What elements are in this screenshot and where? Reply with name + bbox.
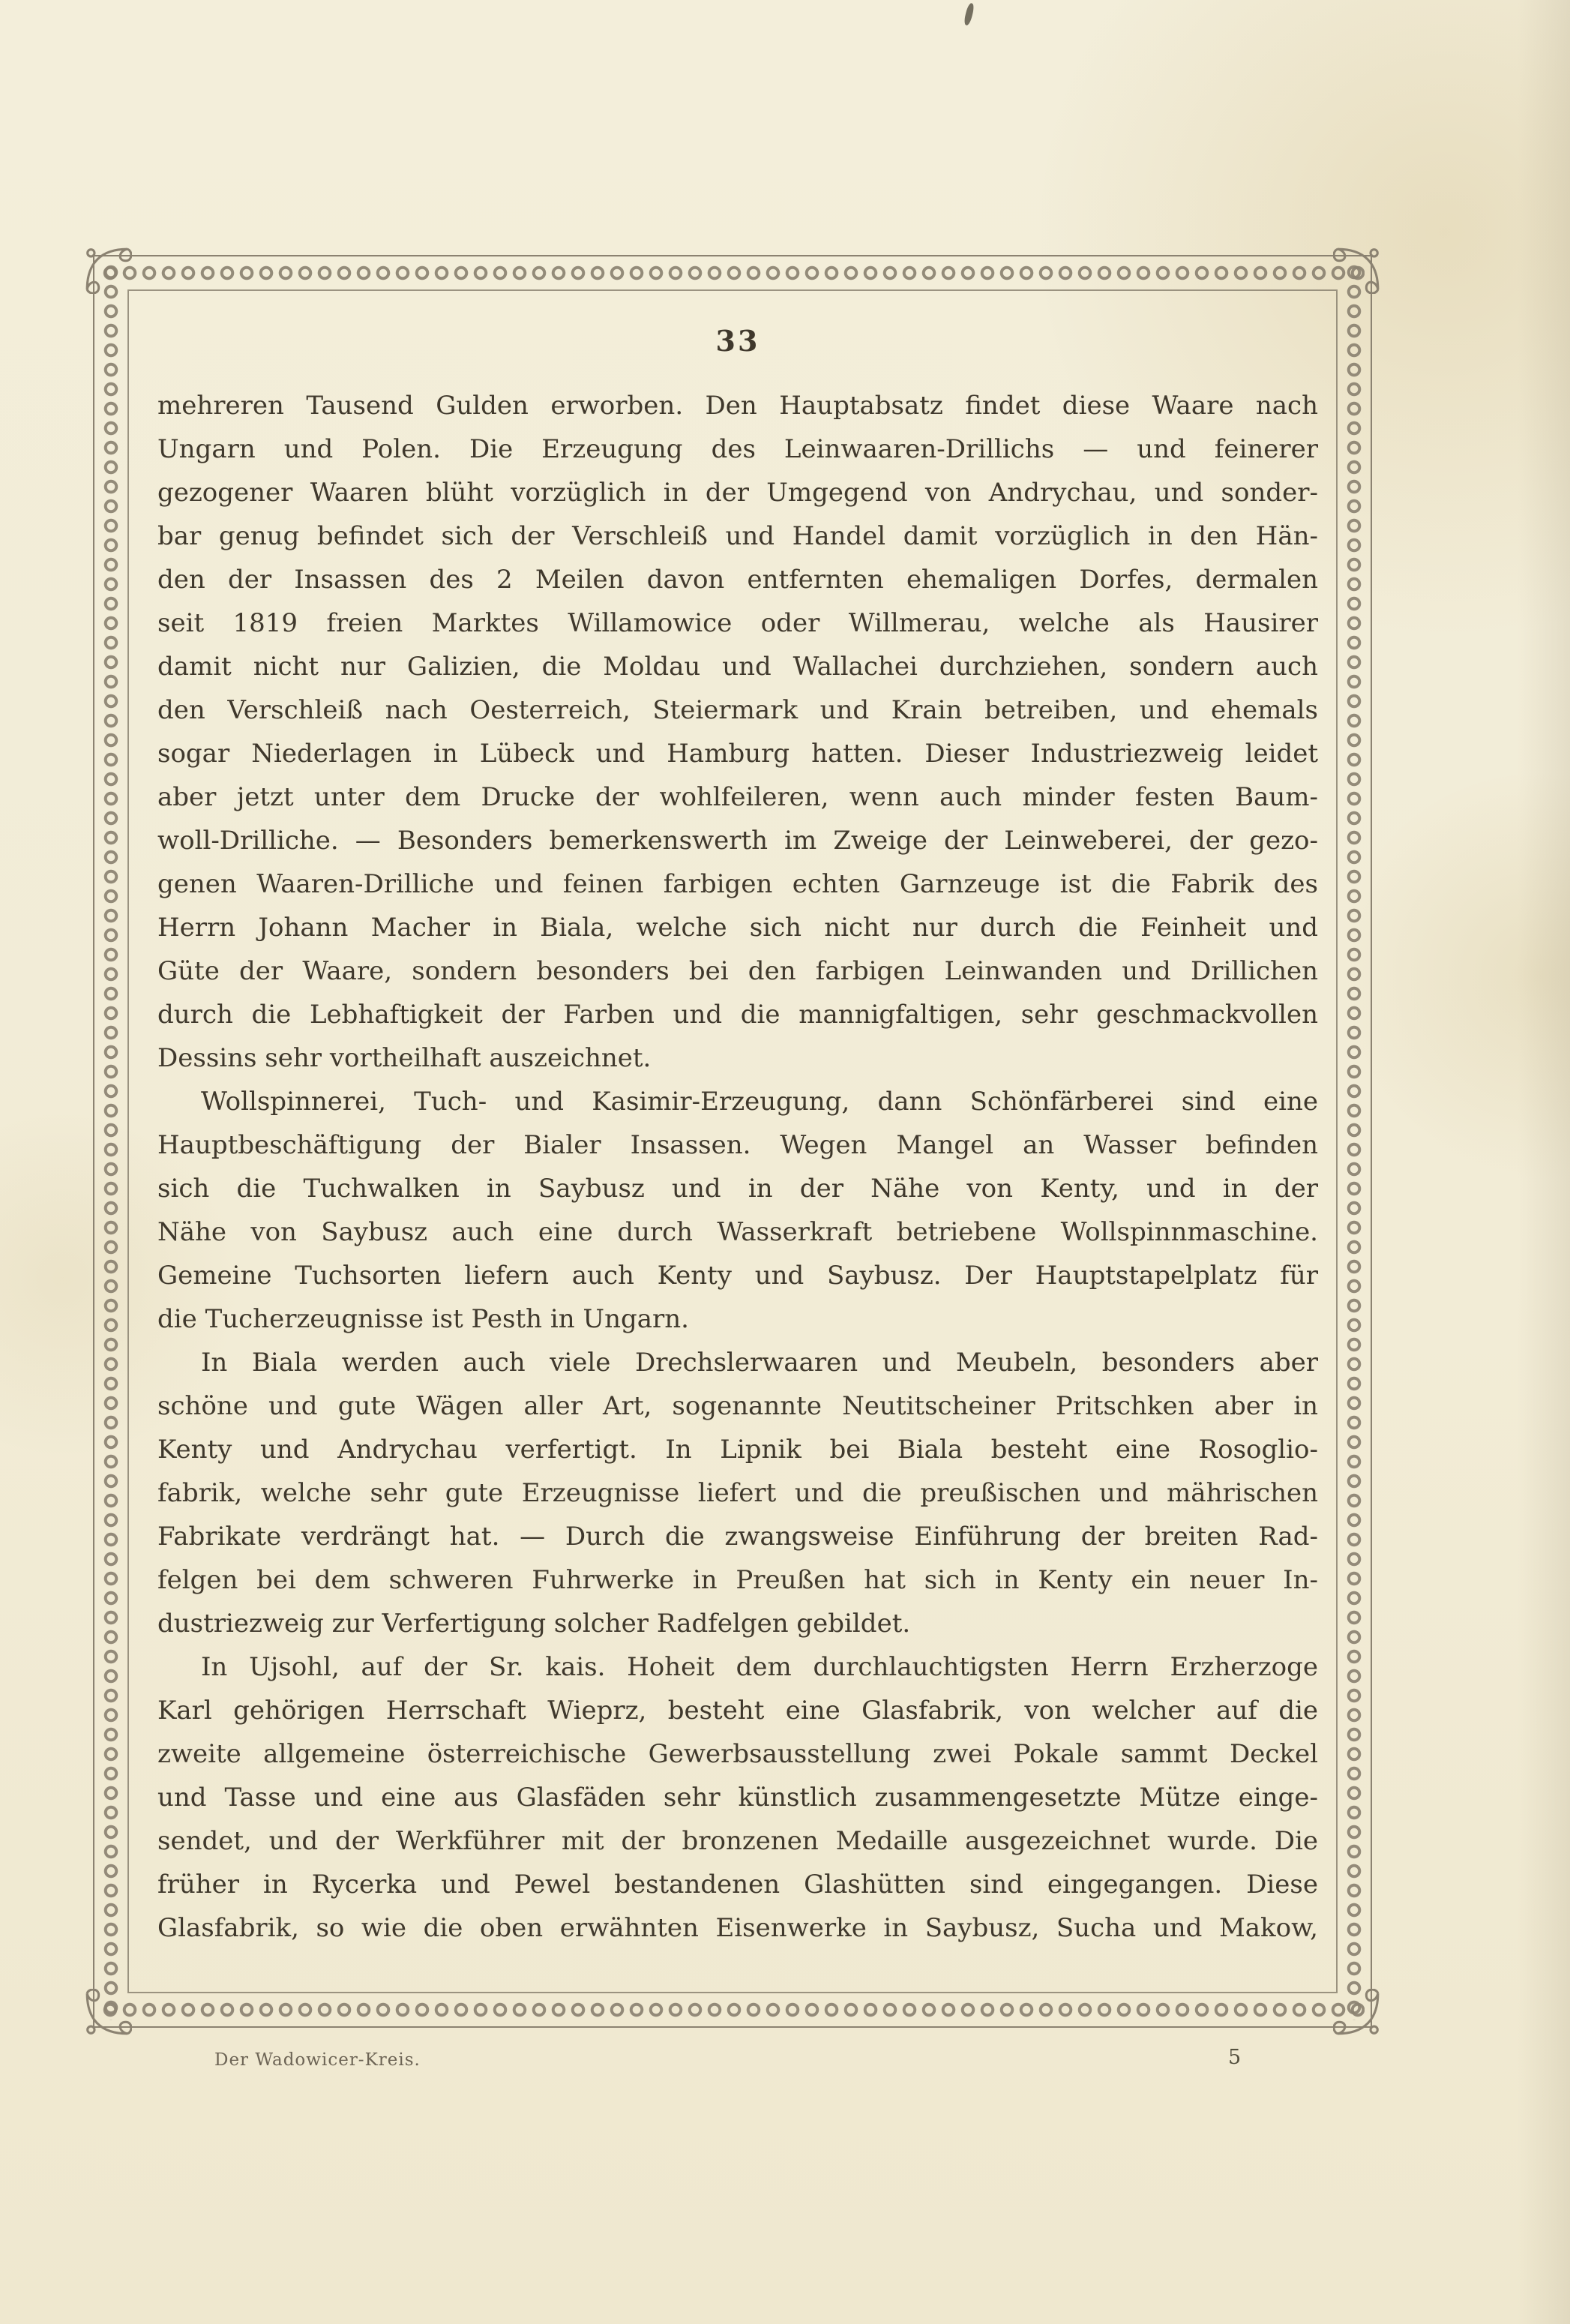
text-line: die Tucherzeugnisse ist Pesth in Ungarn. [157, 1304, 689, 1334]
text-line: sich die Tuchwalken in Saybusz und in der Nähe von Kenty, und in der [157, 1174, 1318, 1204]
text-line: Ungarn und Polen. Die Erzeugung des Leinwaaren-Drillichs — und feinerer [157, 434, 1318, 464]
text-line: In Ujsohl, auf der Sr. kais. Hoheit dem durchlauchtigsten Herrn Erzherzoge [201, 1652, 1318, 1682]
text-line: Glasfabrik, so wie die oben erwähnten Eisenwerke in Saybusz, Sucha und Makow, [157, 1913, 1318, 1943]
text-line: woll-Drilliche. — Besonders bemerkenswerth im Zweige der Leinweberei, der gezo- [157, 826, 1318, 856]
text-line: felgen bei dem schweren Fuhrwerke in Preußen hat sich in Kenty ein neuer In- [157, 1565, 1318, 1595]
text-line: fabrik, welche sehr gute Erzeugnisse liefert und die preußischen und mährischen [157, 1478, 1318, 1508]
text-line: damit nicht nur Galizien, die Moldau und Wallachei durchziehen, sondern auch [157, 652, 1318, 682]
text-line: In Biala werden auch viele Drechslerwaaren und Meubeln, besonders aber [201, 1348, 1318, 1378]
border-chain-top [100, 262, 1365, 284]
text-line: und Tasse und eine aus Glasfäden sehr künstlich zusammengesetzte Mütze einge- [157, 1783, 1318, 1813]
corner-flourish-icon [1333, 244, 1383, 294]
text-line: früher in Rycerka und Pewel bestandenen Glashütten sind eingegangen. Diese [157, 1870, 1318, 1900]
text-line: Hauptbeschäftigung der Bialer Insassen. Wegen Mangel an Wasser befinden [157, 1130, 1318, 1160]
text-line: Herrn Johann Macher in Biala, welche sich nicht nur durch die Feinheit und [157, 913, 1318, 943]
border-chain-left [100, 262, 122, 2020]
text-line: Fabrikate verdrängt hat. — Durch die zwangsweise Einführung der breiten Rad- [157, 1522, 1318, 1552]
text-line: den Verschleiß nach Oesterreich, Steiermark und Krain betreiben, und ehemals [157, 695, 1318, 725]
border-chain-bottom [100, 1999, 1365, 2021]
text-line: Kenty und Andrychau verfertigt. In Lipnik bei Biala besteht eine Rosoglio- [157, 1435, 1318, 1465]
corner-flourish-icon [82, 1989, 132, 2038]
paragraph [157, 1080, 1318, 1341]
text-line: Dessins sehr vortheilhaft auszeichnet. [157, 1043, 652, 1073]
paragraph [157, 1645, 1318, 1950]
text-line: schöne und gute Wägen aller Art, sogenannte Neutitscheiner Pritschken aber in [157, 1391, 1318, 1421]
text-line: Karl gehörigen Herrschaft Wieprz, besteht eine Glasfabrik, von welcher auf die [157, 1696, 1318, 1726]
text-line: sendet, und der Werkführer mit der bronzenen Medaille ausgezeichnet wurde. Die [157, 1826, 1318, 1856]
text-line: Wollspinnerei, Tuch- und Kasimir-Erzeugung, dann Schönfärberei sind eine [201, 1087, 1318, 1117]
text-line: bar genug befindet sich der Verschleiß und Handel damit vorzüglich in den Hän- [157, 521, 1318, 551]
paper-blemish [963, 2, 975, 25]
border-chain-right [1343, 262, 1365, 2020]
text-line: durch die Lebhaftigkeit der Farben und die mannigfaltigen, sehr geschmackvollen [157, 1000, 1318, 1030]
text-line: mehreren Tausend Gulden erworben. Den Hauptabsatz findet diese Waare nach [157, 391, 1318, 421]
corner-flourish-icon [82, 244, 132, 294]
text-line: aber jetzt unter dem Drucke der wohlfeileren, wenn auch minder festen Baum- [157, 782, 1318, 812]
paragraph [157, 1341, 1318, 1645]
text-line: den der Insassen des 2 Meilen davon entfernten ehemaligen Dorfes, dermalen [157, 565, 1318, 595]
text-line: gezogener Waaren blüht vorzüglich in der Umgegend von Andrychau, und sonder- [157, 478, 1318, 508]
text-block [157, 384, 1318, 1950]
paper-edge-shading [1518, 0, 1570, 2324]
text-line: seit 1819 freien Marktes Willamowice oder Willmerau, welche als Hausirer [157, 608, 1318, 638]
text-line: Gemeine Tuchsorten liefern auch Kenty und Saybusz. Der Hauptstapelplatz für [157, 1261, 1318, 1291]
text-line: genen Waaren-Drilliche und feinen farbigen echten Garnzeuge ist die Fabrik des [157, 869, 1318, 899]
text-line: zweite allgemeine österreichische Gewerbsausstellung zwei Pokale sammt Deckel [157, 1739, 1318, 1769]
page-number: 33 [715, 324, 760, 358]
text-line: sogar Niederlagen in Lübeck und Hamburg hatten. Dieser Industriezweig leidet [157, 739, 1318, 769]
corner-flourish-icon [1333, 1989, 1383, 2038]
text-line: Nähe von Saybusz auch eine durch Wasserkraft betriebene Wollspinnmaschine. [157, 1217, 1318, 1247]
signature-title: Der Wadowicer-Kreis. [214, 2050, 421, 2070]
text-line: Güte der Waare, sondern besonders bei den farbigen Leinwanden und Drillichen [157, 956, 1318, 986]
sheet-number: 5 [1228, 2046, 1242, 2069]
text-line: dustriezweig zur Verfertigung solcher Radfelgen gebildet. [157, 1609, 911, 1639]
paragraph [157, 384, 1318, 1080]
